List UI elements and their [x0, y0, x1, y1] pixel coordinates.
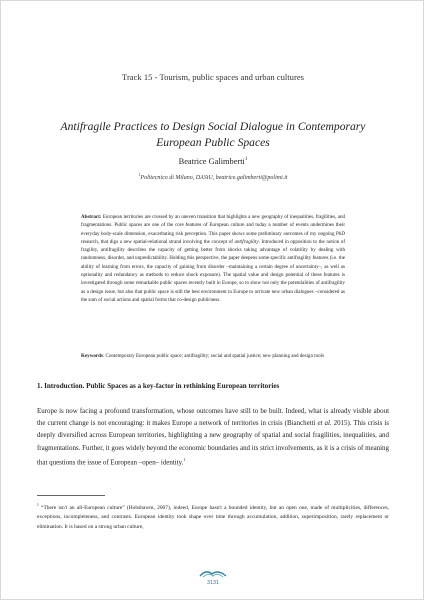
footnote [37, 501, 389, 533]
paper-title: Antifragile Practices to Design Social Dialogue in Contemporary European Public Spaces [60, 120, 366, 149]
abstract [81, 213, 345, 304]
footnote-mark: 1 [37, 503, 39, 507]
keywords-text: : Contemporary European public space; antifragility; social and spatial justice; new planning and design tools [102, 353, 325, 359]
author-name: Beatrice Galimberti [178, 157, 245, 166]
abstract-text-continued: . Introduced in opposition to the notion of fragility, antifragility describes the capacity of getting better from shocks taking advantage of volatility by dealing with randomness, disorder, and unpredictability. Holding this perspective, the paper deepens some specific antifragility features (i.e. the ability of learning from errors, the capacity of gaining from disorder –maintaining a certain degree of uncertainty–, as well as optionality and redundancy as methods to reduce shock exposure). The spatial value and design potential of these features is investigated through some remarkable public spaces recently built in Europe, so to show not only the potentialities of antifragility as a design issue, but also that public space is still the best environment in Europe to activate new urban dialogues –considered as the sum of social actions and spatial forms that co-design publicness. [81, 238, 346, 303]
keywords [81, 352, 345, 360]
body-italic-etal: et al. [317, 419, 332, 428]
abstract-italic-term: antifragility [234, 238, 259, 245]
section-heading: 1. Introduction. Public Spaces as a key-factor in rethinking European territories [37, 382, 280, 390]
keywords-label: Keywords [81, 353, 103, 359]
body-paragraph [37, 405, 389, 468]
body-footnote-mark: 1 [183, 456, 186, 462]
affiliation-line [1, 172, 424, 181]
page-number: 3131 [207, 580, 219, 586]
footnote-separator [37, 495, 105, 496]
affiliation-mark: 1 [138, 172, 141, 177]
track-header: Track 15 - Tourism, public spaces and urban cultures [122, 72, 304, 82]
author-line [1, 157, 424, 166]
body-text-part2: 2015). This crisis is deeply diversified across European territories, highlighting a new geography of spatial and social fragilities, inequalities, and fragmentations. Further, it goes widely beyond the economic boundaries and its strict involvements, as it is a crisis of meaning that questions the issue of European –open– identity. [37, 419, 389, 467]
abstract-label: Abstract: [81, 214, 102, 220]
abstract-text: European territories are crossed by an uneven transition that highlights a new geography of inequalities, fragilities, and fragmentations. Public spaces are one of the core features of European culture and today a number of events undermines their everyday body-scale dimension, exacerbating risk perception. This paper shows some preliminary outcomes of my ongoing PhD research, that digs a new spatial-relational strand involving the concept of [81, 214, 345, 245]
author-footnote-mark: 1 [244, 157, 248, 163]
body-text-part1: Europe is now facing a profound transformation, whose outcomes have still to be built. Indeed, what is already visible about the current change is not encouraging: it makes Europe a network of territories in crisis (Bianchetti [37, 407, 389, 428]
footnote-text: “There isn't an all-European culture” (Hobsbawm, 2007), indeed, Europe hasn't a bounded identity, but an open one, made of multiplicities, differences, exceptions, incompleteness, and contrasts. European identity took shape over time through accumulation, addition, superimposition, rarely replacement or elimination. It is based on a strong urban culture, [37, 504, 389, 530]
affiliation-text: Politecnico di Milano, DAStU, beatrice.galimberti@polimi.it [140, 175, 288, 181]
conference-logo-icon [199, 568, 227, 578]
